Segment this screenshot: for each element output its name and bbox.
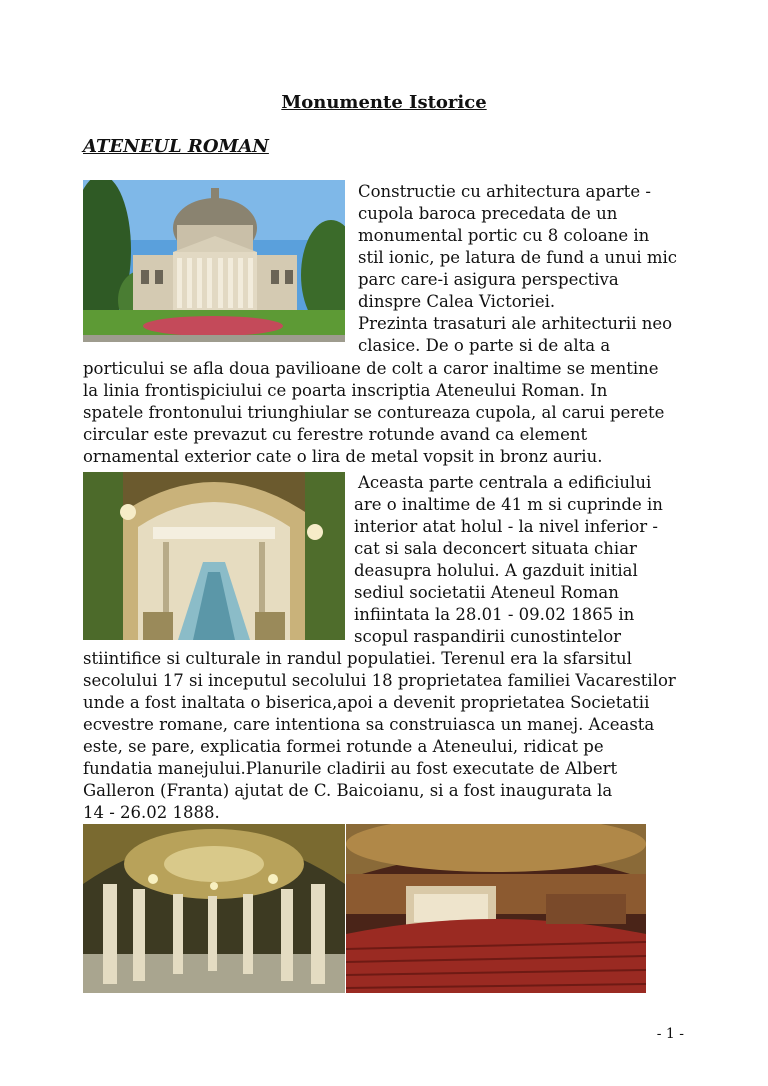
ateneu-concert-hall-photo xyxy=(346,824,646,993)
text-line: parc care-i asigura perspectiva xyxy=(358,270,619,289)
text-line: spatele frontonului triunghiular se contureaza cupola, al carui perete xyxy=(83,403,665,422)
page-number: - 1 - xyxy=(656,1026,684,1042)
text-line: la linia frontispiciului ce poarta inscriptia Ateneului Roman. In xyxy=(83,381,608,400)
text-line: infiintata la 28.01 - 09.02 1865 in xyxy=(354,605,635,624)
text-line: cat si sala deconcert situata chiar xyxy=(354,539,637,558)
text-line: circular este prevazut cu ferestre rotunde avand ca element xyxy=(83,425,588,444)
text-line: ornamental exterior cate o lira de metal vopsit in bronz auriu. xyxy=(83,447,603,466)
text-line: 14 - 26.02 1888. xyxy=(83,803,220,822)
text-line: ecvestre romane, care intentiona sa construiasca un manej. Aceasta xyxy=(83,715,655,734)
text-line: porticului se afla doua pavilioane de colt a caror inaltime se mentine xyxy=(83,359,659,378)
text-line: dinspre Calea Victoriei. xyxy=(358,292,556,311)
page-title: Monumente Istorice xyxy=(281,92,487,113)
text-line: deasupra holului. A gazduit initial xyxy=(354,561,638,580)
text-line: este, se pare, explicatia formei rotunde a Ateneului, ridicat pe xyxy=(83,737,604,756)
ateneu-foyer-photo xyxy=(83,824,345,993)
text-line: fundatia manejului.Planurile cladirii au fost executate de Albert xyxy=(83,759,618,778)
text-line: clasice. De o parte si de alta a xyxy=(358,336,611,355)
text-line: secolului 17 si inceputul secolului 18 proprietatea familiei Vacarestilor xyxy=(83,671,676,690)
ateneu-hall-photo xyxy=(83,472,345,640)
text-line: Prezinta trasaturi ale arhitecturii neo xyxy=(358,314,673,333)
text-line: interior atat holul - la nivel inferior - xyxy=(354,517,658,536)
text-line: sediul societatii Ateneul Roman xyxy=(354,583,619,602)
text-line: stiintifice si culturale in randul populatiei. Terenul era la sfarsitul xyxy=(83,649,632,668)
text-line: Aceasta parte centrala a edificiului xyxy=(358,473,652,492)
text-line: are o inaltime de 41 m si cuprinde in xyxy=(354,495,663,514)
text-line: Constructie cu arhitectura aparte - xyxy=(358,182,651,201)
text-line: cupola baroca precedata de un xyxy=(358,204,618,223)
text-line: Galleron (Franta) ajutat de C. Baicoianu, si a fost inaugurata la xyxy=(83,781,613,800)
text-line: scopul raspandirii cunostintelor xyxy=(354,627,622,646)
text-line: stil ionic, pe latura de fund a unui mic xyxy=(358,248,678,267)
text-line: monumental portic cu 8 coloane in xyxy=(358,226,650,245)
section-heading: ATENEUL ROMAN xyxy=(83,136,269,157)
ateneu-exterior-photo xyxy=(83,180,345,342)
text-line: unde a fost inaltata o biserica,apoi a devenit proprietatea Societatii xyxy=(83,693,650,712)
